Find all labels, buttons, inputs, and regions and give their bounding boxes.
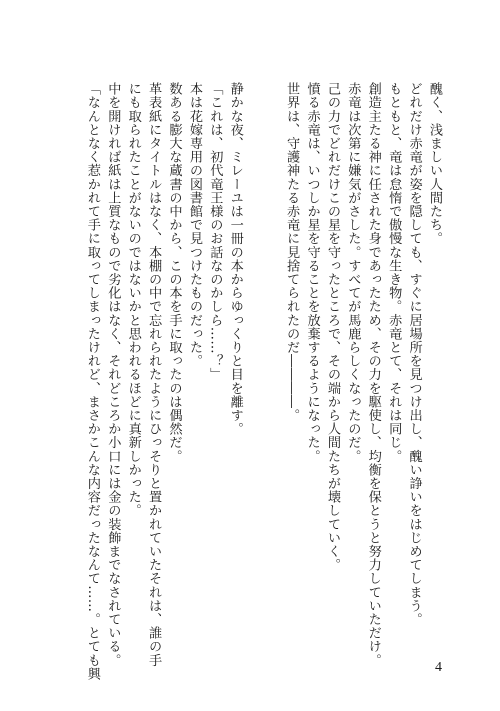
text-line: にも取られたことがないのではないかと思われるほどに真新しかった。 bbox=[125, 82, 141, 518]
text-line: もともと、竜は怠惰で傲慢な生き物。赤竜とて、それは同じ。 bbox=[386, 82, 402, 463]
text-line: 「これは、初代竜王様のお話なのかしら……？」 bbox=[207, 82, 223, 382]
text-line: 「なんとなく惹かれて手に取ってしまったけれど、まさかこんな内容だったなんて……。とても興 bbox=[84, 82, 100, 681]
text-line: 中を開ければ紙は上質なもので劣化はなく、それどころか小口には金の装飾までなされている。 bbox=[105, 82, 121, 667]
text-line: 創造主たる神に任された身であったため、その力を駆使し、均衡を保とうと努力していただけ。 bbox=[365, 82, 381, 667]
text-line: 己の力でどれだけこの星を守ったところで、その端から人間たちが壊していく。 bbox=[324, 82, 340, 572]
text-line: 憤る赤竜は、いつしか星を守ることを放棄するようになった。 bbox=[304, 82, 320, 463]
section-break bbox=[245, 82, 281, 622]
text-line: 数ある膨大な蔵書の中から、この本を手に取ったのは偶然だ。 bbox=[166, 82, 182, 463]
text-line: 赤竜は次第に嫌気がさした。すべてが馬鹿らしくなったのだ。 bbox=[345, 82, 361, 463]
text-line: 醜く、浅ましい人間たち。 bbox=[427, 82, 442, 246]
text-line: 世界は、守護神たる赤竜に見捨てられたのだ――――。 bbox=[284, 82, 300, 422]
text-line: 本は花嫁専用の図書館で見つけたものだった。 bbox=[186, 82, 202, 368]
page-number: 4 bbox=[435, 660, 442, 675]
text-line: 革表紙にタイトルはなく、本棚の中で忘れられたようにひっそりと置かれていたそれは、誰の手 bbox=[146, 82, 162, 667]
text-line: どれだけ赤竜が姿を隠しても、すぐに居場所を見つけ出し、醜い諍いをはじめてしまう。 bbox=[406, 82, 422, 626]
text-line: 静かな夜、ミレーユは一冊の本からゆっくりと目を離す。 bbox=[227, 82, 243, 436]
vertical-text-body bbox=[82, 82, 445, 681]
